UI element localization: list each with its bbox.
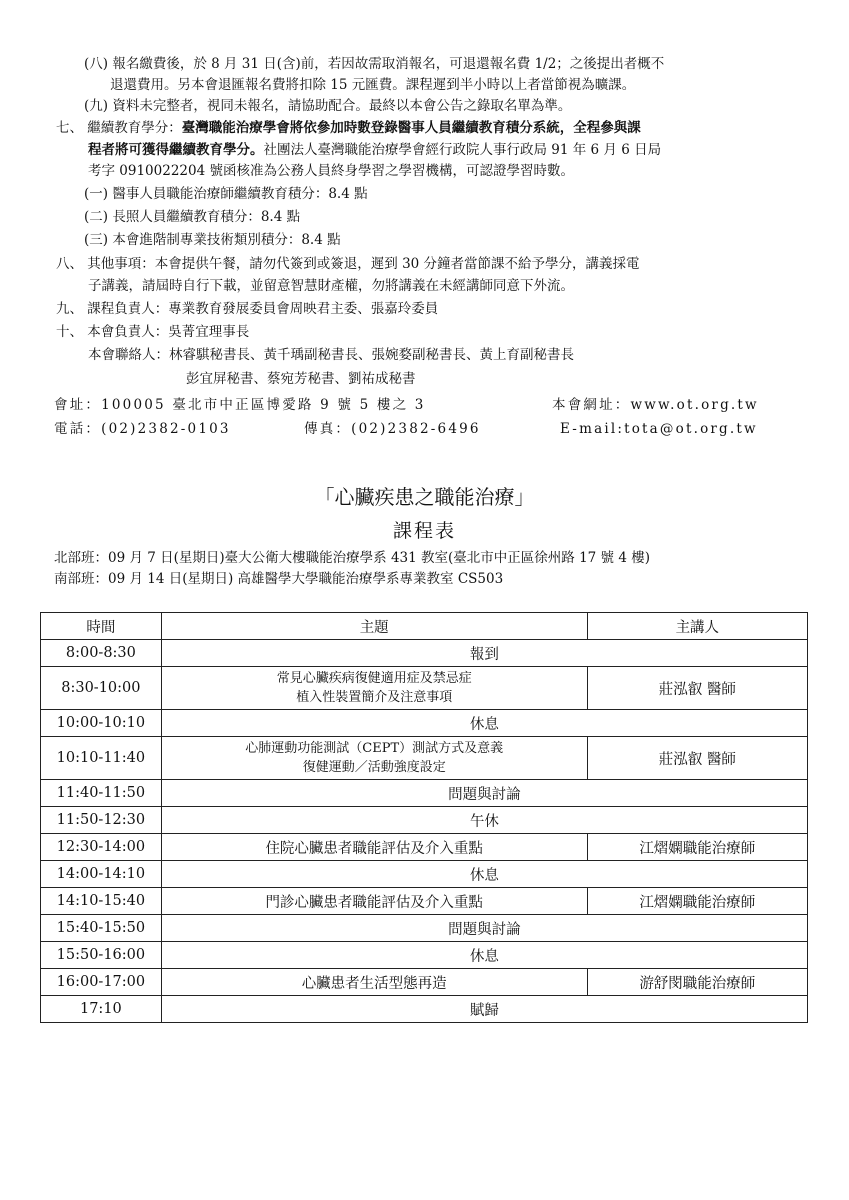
row-speaker: 游舒閔職能治療師	[587, 969, 807, 996]
footer-website: 本會網址：www.ot.org.tw	[552, 397, 759, 413]
row-time: 8:00-8:30	[41, 640, 162, 667]
table-row	[41, 737, 808, 780]
table-row	[41, 915, 808, 942]
row-topic-line2: 植入性裝置簡介及注意事項	[296, 690, 453, 705]
contacts-line2: 彭宜屏秘書、蔡宛芳秘書、劉祐成秘書	[186, 371, 416, 387]
section-7-bold-2: 程者將可獲得繼續教育學分。	[88, 142, 264, 158]
section-7-rest: 社團法人臺灣職能治療學會經行政院人事行政局 91 年 6 月 6 日局	[263, 142, 662, 158]
south-class-info: 南部班：09 月 14 日(星期日) 高雄醫學大學職能治療學系專業教室 CS503	[54, 571, 504, 587]
footer-fax: 傳真：(02)2382-6496	[304, 421, 481, 437]
row-speaker: 江熠嫻職能治療師	[587, 888, 807, 915]
section-10: 十、 本會負責人：吳菁宜理事長	[56, 324, 250, 340]
row-time: 10:00-10:10	[41, 710, 162, 737]
row-time: 15:40-15:50	[41, 915, 162, 942]
row-topic: 休息	[161, 942, 807, 969]
row-topic: 門診心臟患者職能評估及介入重點	[161, 888, 587, 915]
note-item-8-line2: 退還費用。另本會退匯報名費將扣除 15 元匯費。課程遲到半小時以上者當節視為曠課。	[110, 77, 636, 93]
row-speaker: 莊泓叡 醫師	[587, 667, 807, 710]
header-time: 時間	[41, 613, 162, 640]
table-header-row	[41, 613, 808, 640]
row-time: 14:10-15:40	[41, 888, 162, 915]
footer-email: E-mail:tota@ot.org.tw	[560, 421, 758, 437]
row-topic	[161, 667, 587, 710]
row-topic: 午休	[161, 807, 807, 834]
table-row	[41, 996, 808, 1023]
table-row	[41, 780, 808, 807]
credit-item-3: (三) 本會進階制專業技術類別積分：8.4 點	[84, 232, 341, 248]
table-row	[41, 942, 808, 969]
north-class-info: 北部班：09 月 7 日(星期日)臺大公衛大樓職能治療學系 431 教室(臺北市中正區徐州路 17 號 4 樓)	[54, 550, 650, 566]
row-speaker: 莊泓叡 醫師	[587, 737, 807, 780]
row-time: 11:40-11:50	[41, 780, 162, 807]
table-row	[41, 640, 808, 667]
row-topic	[161, 737, 587, 780]
note-item-9: (九) 資料未完整者，視同未報名，請協助配合。最終以本會公告之錄取名單為準。	[84, 98, 572, 114]
section-8-line1: 八、 其他事項：本會提供午餐，請勿代簽到或簽退，遲到 30 分鐘者當節課不給予學分，講義採電	[56, 256, 640, 272]
row-topic: 休息	[161, 710, 807, 737]
table-row	[41, 969, 808, 996]
header-topic: 主題	[161, 613, 587, 640]
section-7-bold-1: 臺灣職能治療學會將依參加時數登錄醫事人員繼續教育積分系統，全程參與課	[181, 120, 641, 136]
credit-item-1: (一) 醫事人員職能治療師繼續教育積分：8.4 點	[84, 186, 368, 202]
table-row	[41, 834, 808, 861]
section-8-line2: 子講義，請屆時自行下載，並留意智慧財產權，勿將講義在未經講師同意下外流。	[88, 278, 574, 294]
row-time: 12:30-14:00	[41, 834, 162, 861]
footer-address: 會址：100005 臺北市中正區博愛路 9 號 5 樓之 3	[54, 397, 426, 413]
row-topic: 休息	[161, 861, 807, 888]
course-title: 「心臟疾患之職能治療」	[314, 485, 535, 509]
table-row	[41, 710, 808, 737]
table-row	[41, 888, 808, 915]
schedule-subtitle: 課程表	[392, 520, 456, 542]
schedule-table	[40, 612, 808, 1023]
row-topic: 問題與討論	[161, 915, 807, 942]
row-time: 16:00-17:00	[41, 969, 162, 996]
row-time: 15:50-16:00	[41, 942, 162, 969]
row-topic-line1: 常見心臟疾病復健適用症及禁忌症	[276, 671, 472, 686]
row-topic: 報到	[161, 640, 807, 667]
header-speaker: 主講人	[587, 613, 807, 640]
row-topic: 賦歸	[161, 996, 807, 1023]
row-topic-line1: 心肺運動功能測試（CEPT）測試方式及意義	[245, 741, 504, 756]
note-item-8-line1: (八) 報名繳費後，於 8 月 31 日(含)前，若因故需取消報名，可退還報名費 1/2；之後提出者概不	[84, 56, 665, 72]
credit-item-2: (二) 長照人員繼續教育積分：8.4 點	[84, 209, 301, 225]
row-topic: 心臟患者生活型態再造	[161, 969, 587, 996]
footer-phone: 電話：(02)2382-0103	[54, 421, 231, 437]
table-row	[41, 861, 808, 888]
row-topic: 住院心臟患者職能評估及介入重點	[161, 834, 587, 861]
table-row	[41, 667, 808, 710]
row-speaker: 江熠嫻職能治療師	[587, 834, 807, 861]
row-time: 17:10	[41, 996, 162, 1023]
row-topic-line2: 復健運動／活動強度設定	[302, 760, 446, 775]
contacts-line1: 本會聯絡人：林睿騏秘書長、黃千瑀副秘書長、張婉婺副秘書長、黃上育副秘書長	[88, 347, 574, 363]
row-time: 11:50-12:30	[41, 807, 162, 834]
row-time: 10:10-11:40	[41, 737, 162, 780]
table-row	[41, 807, 808, 834]
section-7-prefix: 七、 繼續教育學分：	[56, 120, 182, 136]
section-7-line2	[88, 140, 661, 160]
row-topic: 問題與討論	[161, 780, 807, 807]
row-time: 14:00-14:10	[41, 861, 162, 888]
section-7-line3: 考字 0910022204 號函核准為公務人員終身學習之學習機構，可認證學習時數。	[88, 163, 574, 179]
row-time: 8:30-10:00	[41, 667, 162, 710]
section-7-line1	[56, 118, 641, 138]
section-9: 九、 課程負責人：專業教育發展委員會周映君主委、張嘉玲委員	[56, 301, 439, 317]
